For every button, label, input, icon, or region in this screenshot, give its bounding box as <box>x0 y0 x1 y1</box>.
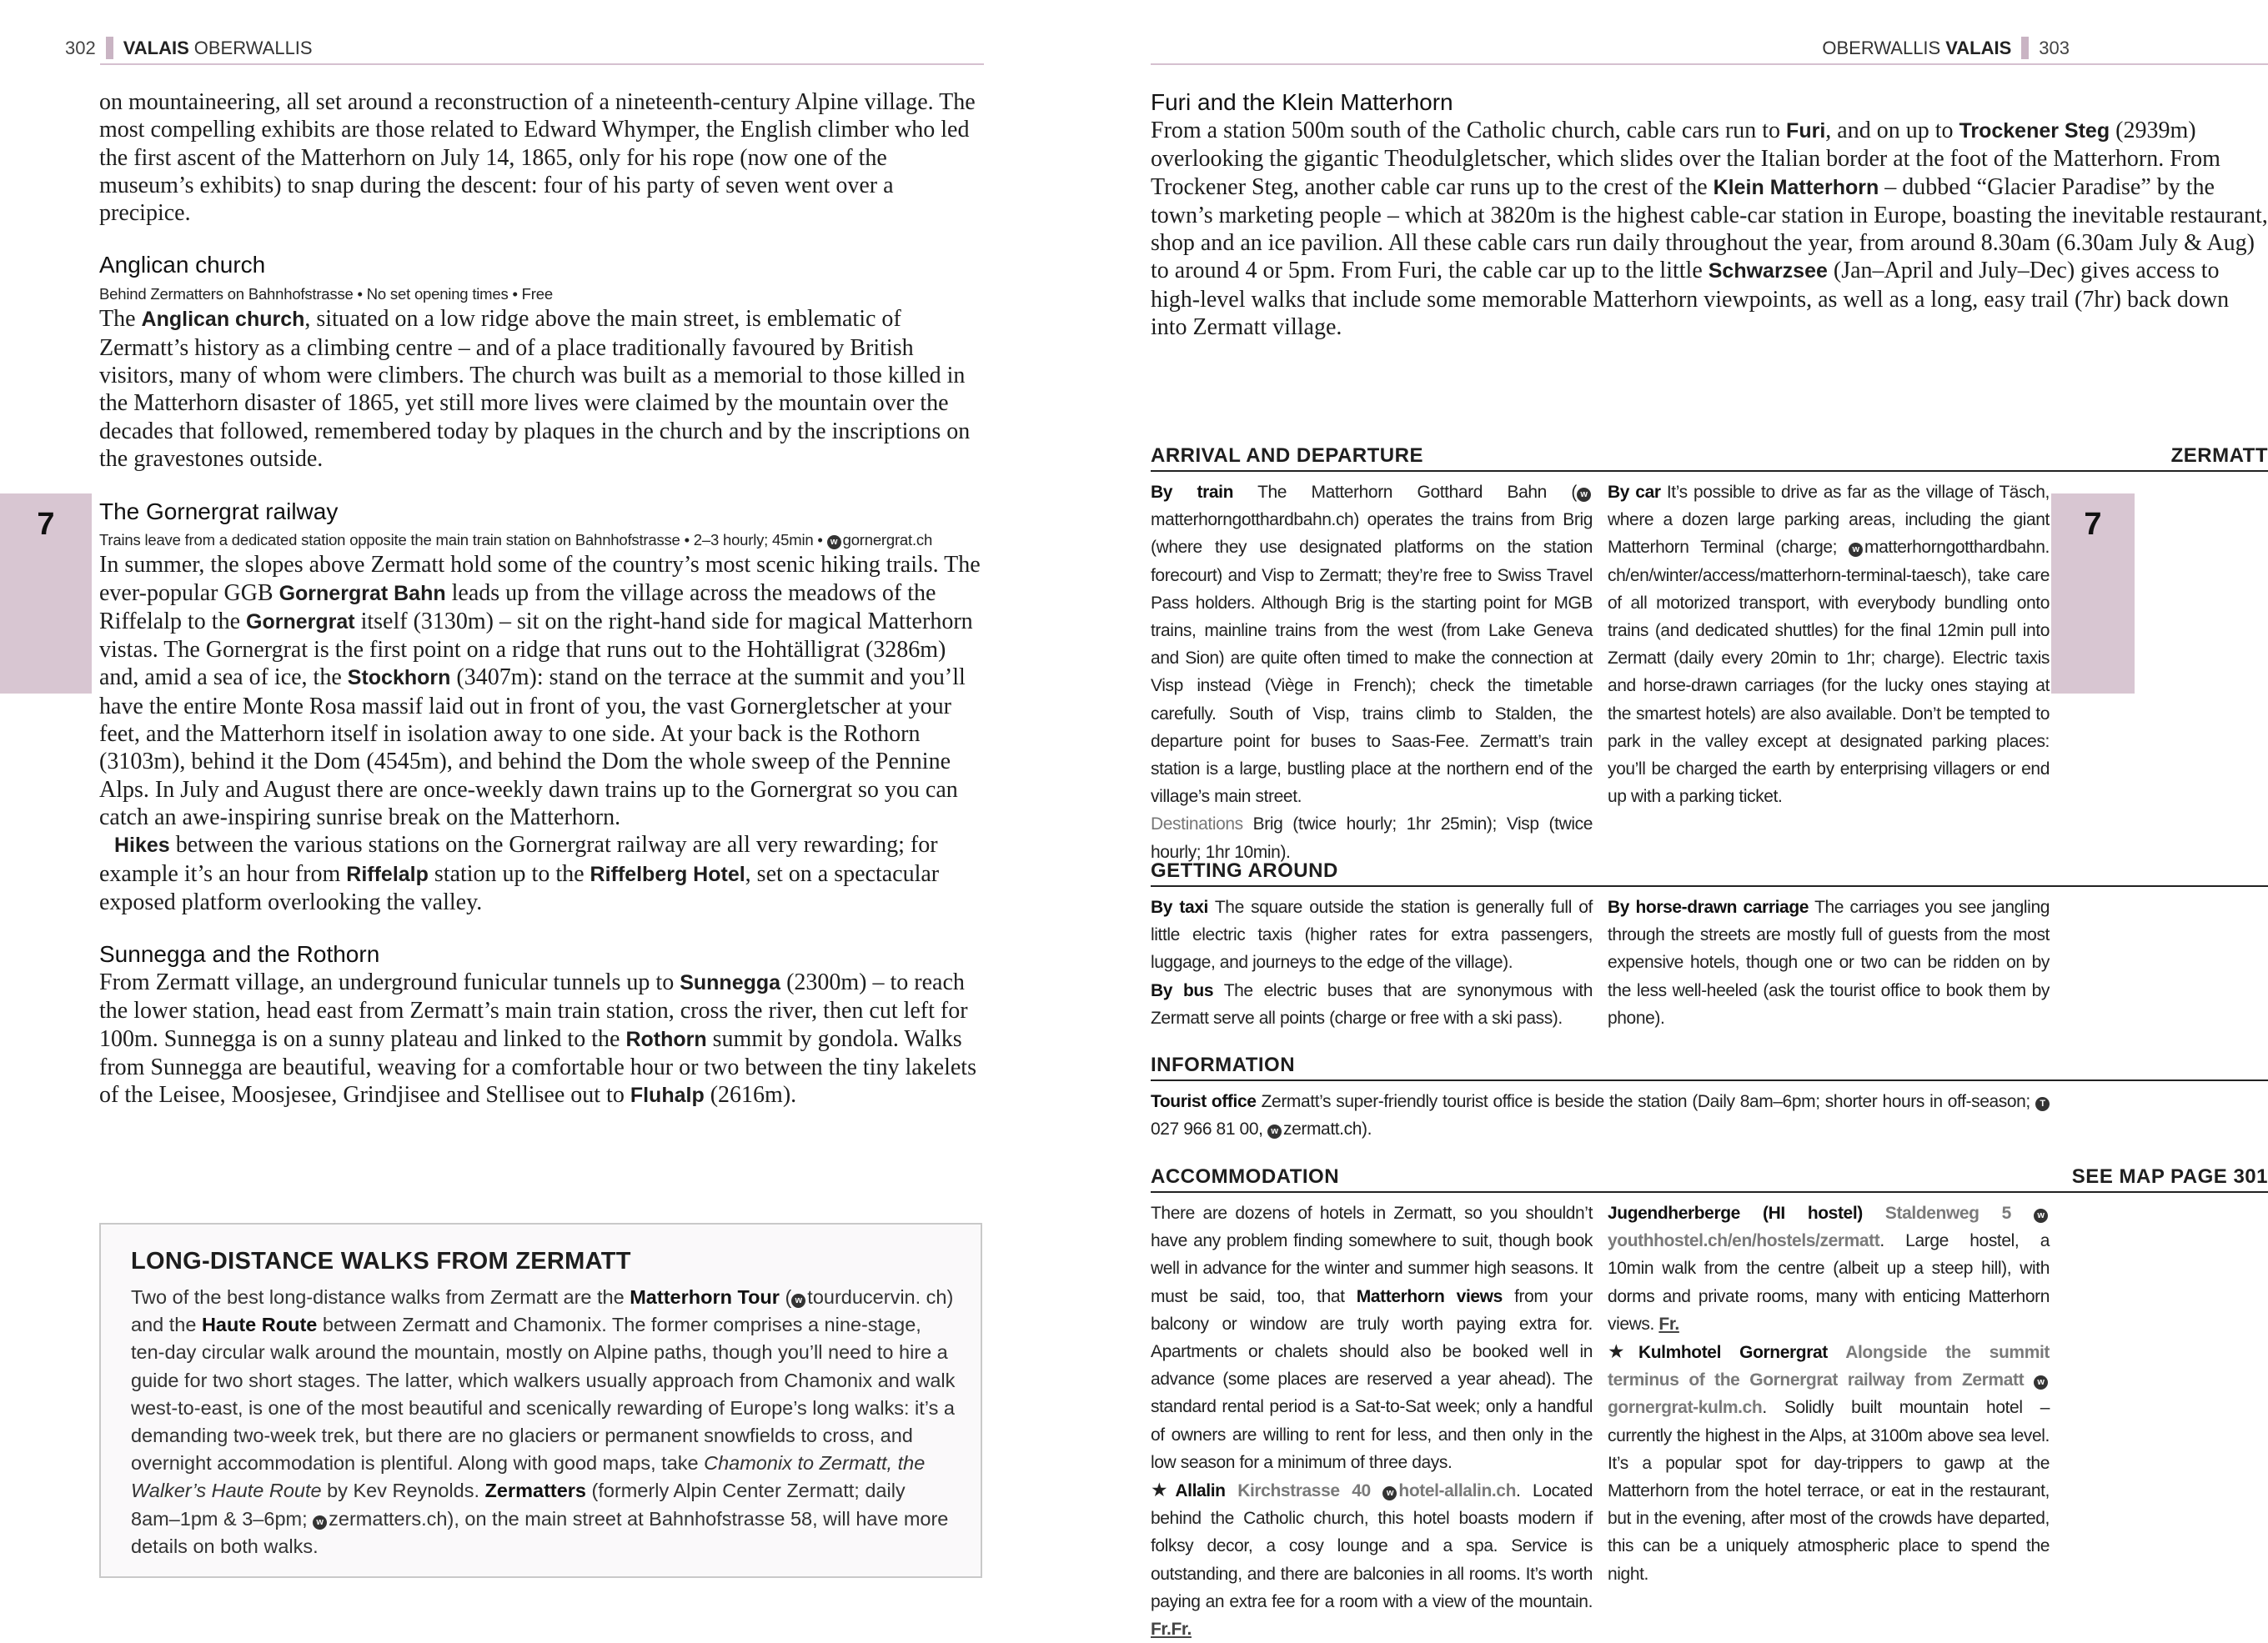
accommodation-col-1: There are dozens of hotels in Zermatt, so you shouldn’t have any problem finding somewhere to suit, though book well in advance for the winter and summer high seasons. It must be said, too, that Matterhorn views from your balcony or window are truly worth paying extra for. Apartments or chalets should also be booked well in advance (some places are reserved a year ahead). The standard rental period is a Sat-to-Sat week; only a handful of owners are willing to rent for less, and then only in the low season for a minimum of three days. ★Allalin Kirchstrasse 40 w hotel-allalin.ch. Located behind the Catholic church, this hotel boasts modern if folksy decor, a cosy lounge and a spa. Service is outstanding, and there are balconies in all rooms. It’s worth paying an extra fee for a room with a view of the mountain. Fr.Fr. <box>1151 1204 1593 1640</box>
web-icon: w <box>791 1294 805 1308</box>
star-icon: ★ <box>1608 1340 1638 1363</box>
sunnegga-paragraph: From Zermatt village, an underground funicular tunnels up to Sunnegga (2300m) – to reach the lower station, head east from Zermatt’s main train station, cross the river, then cut left for 100m. Sunnegga is on a sunny plateau and linked to the Rothorn summit by gondola. Walks from Sunnegga are beautiful, weaving for a comfortable hour or two between the tiny lakelets of the Leisee, Moosjesee, Grindjisee and Stellisee out to Fluhalp (2616m). <box>99 969 976 1109</box>
anglican-heading: Anglican church <box>99 252 266 278</box>
accommodation-header <box>1151 1165 2268 1193</box>
web-icon: w <box>2034 1375 2048 1390</box>
information-text: Tourist office Zermatt’s super-friendly tourist office is beside the station (Daily 8am–6pm; shorter hours in off-season; T027 966 81 00, w zermatt.ch). <box>1151 1088 2051 1143</box>
price-allalin: Fr.Fr. <box>1151 1620 1192 1640</box>
running-head-bar <box>2021 37 2029 59</box>
furi-section <box>1151 88 2268 341</box>
running-head-rule <box>1151 63 2268 65</box>
getting-around-header <box>1151 859 2268 887</box>
arrival-header <box>1151 444 2268 472</box>
left-column <box>99 88 985 1110</box>
box-paragraph: Two of the best long-distance walks from Zermatt are the Matterhorn Tour ( w tourducervin. ch) and the Haute Route between Zermatt and Chamonix. The former comprises a nine-stage, ten-day circular walk around the mountain, mostly on Alpine paths, though you’ll need to hire a guide for two short stages. The latter, which walkers usually approach from Chamonix and walk west-to-east, is one of the most beautiful and scenically rewarding of Europe’s long walks: it’s a demanding two-week trek, but there are no glaciers or permanent snowfields to cross, and overnight accommodation is plentiful. Along with good maps, take Chamonix to Zermatt, the Walker’s Haute Route by Kev Reynolds. Zermatters (formerly Alpin Center Zermatt; daily 8am–1pm & 3–6pm; w zermatters.ch), on the main street at Bahnhofstrasse 58, will have more details on both walks. <box>131 1286 956 1557</box>
running-head-rule <box>100 63 984 65</box>
see-map-link[interactable]: SEE MAP PAGE 301 <box>2071 1165 2268 1188</box>
chapter-tab <box>0 493 92 694</box>
running-head-left <box>65 37 313 59</box>
arrival-columns <box>1151 478 2268 866</box>
hikes-paragraph: Hikes between the various stations on the Gornergrat railway are all very rewarding; for example it’s an hour from Riffelalp station up to the Riffelberg Hotel, set on a spectacular exposed platform overlooking the valley. <box>99 832 940 915</box>
web-icon: w <box>2034 1209 2048 1223</box>
accommodation-columns <box>1151 1200 2268 1643</box>
arrival-col-1: By train The Matterhorn Gotthard Bahn ( wmatterhorngotthardbahn.ch) operates the trains from Brig (where they use designated platforms on the station forecourt) and Visp to Zermatt; they’re free to Swiss Travel Pass holders. Although Brig is the starting point for MGB trains, mainline trains from the west (from Lake Geneva and Sion) are quite often timed to make the connection at Visp instead (Viège in French); check the timetable carefully. South of Visp, trains climb to Stalden, the departure point for buses to Saas-Fee. Zermatt’s train station is a large, bustling place at the northern end of the village’s main street. Destinations Brig (twice hourly; 1hr 25min); Visp (twice hourly; 1hr 10min). <box>1151 483 1593 862</box>
web-icon: w <box>1267 1125 1282 1139</box>
web-icon: w <box>1577 488 1591 502</box>
anglican-meta: Behind Zermatters on Bahnhofstrasse • No set opening times • Free <box>99 285 553 303</box>
accommodation-col-2: Jugendherberge (HI hostel) Staldenweg 5 wyouthhostel.ch/en/hostels/zermatt. Large hostel, a 10min walk from the centre (albeit up a steep hill), with dorms and private rooms, many with enticing Matterhorn views. Fr. ★Kulmhotel Gornergrat Alongside the summit terminus of the Gornergrat railway from Zermatt wgornergrat-kulm.ch. Solidly built mountain hotel – currently the highest in the Alps, at 3100m above sea level. It’s a popular spot for day-trippers to gawp at the Matterhorn from the hotel terrace, or eat in the restaurant, but in the evening, after most of the crowds have departed, this can be a uniquely atmospheric place to spend the night. <box>1608 1204 2050 1584</box>
web-icon: w <box>313 1515 327 1530</box>
right-page <box>1067 0 2268 1640</box>
chapter-number: 7 <box>37 507 55 542</box>
getting-around-col-2: By horse-drawn carriage The carriages you see jangling through the streets are mostly full of guests from the most expensive hotels, though one or two can be ridden on by the less well-heeled (ask the tourist office to book them by phone). <box>1608 898 2050 1028</box>
getting-around-title: GETTING AROUND <box>1151 859 1338 882</box>
left-page <box>0 0 1067 1638</box>
destinations-label: Destinations <box>1151 814 1243 834</box>
gornergrat-paragraph: In summer, the slopes above Zermatt hold some of the country’s most scenic hiking trails. The ever-popular GGB Gornergrat Bahn leads up from the village across the meadows of the Riffelalp to the Gornergrat itself (3130m) – sit on the right-hand side for magical Matterhorn vistas. The Gornergrat is the first point on a ridge that runs out to the Hohtälligrat (3286m) and, amid a sea of ice, the Stockhorn (3407m): stand on the terrace at the summit and you’ll have the entire Monte Rosa massif laid out in front of you, the vast Gornergletscher at your feet, and the Matterhorn itself in isolation away to one side. At your back is the Rothorn (3103m), behind it the Dom (4545m), and behind the Dom the whole sweep of the Pennine Alps. In July and August there are once-weekly dawn trains up to the Gornergrat so you can catch an awe-inspiring sunrise break on the Matterhorn. <box>99 552 981 830</box>
getting-around-col-1: By taxi The square outside the station is generally full of little electric taxis (higher rates for extra passengers, luggage, and journeys to the edge of the village). By bus The electric buses that are synonymous with Zermatt serve all points (charge or free with a ski pass). <box>1151 898 1593 1028</box>
arrival-title: ARRIVAL AND DEPARTURE <box>1151 444 1423 467</box>
intro-paragraph: on mountaineering, all set around a reconstruction of a nineteenth-century Alpine village. The most compelling exhibits are those related to Edward Whymper, the English climber who led the first ascent of the Matterhorn on July 14, 1865, only for his rope (now one of the museum’s exhibits) to snap during the descent: four of his party of seven went over a precipice. <box>99 89 976 227</box>
chapter-number: 7 <box>2084 507 2102 542</box>
accommodation-title: ACCOMMODATION <box>1151 1165 1340 1188</box>
hostel-name: Jugendherberge (HI hostel) <box>1608 1204 1863 1223</box>
arrival-place: ZERMATT <box>2170 444 2268 467</box>
long-distance-walks-box <box>99 1223 982 1578</box>
running-head-right <box>1822 37 2070 59</box>
running-head-section: VALAIS <box>1945 37 2012 58</box>
hotel-allalin-name: Allalin <box>1175 1481 1226 1501</box>
box-title: LONG-DISTANCE WALKS FROM ZERMATT <box>131 1248 631 1275</box>
running-head-subsection: OBERWALLIS <box>193 37 313 58</box>
information-title: INFORMATION <box>1151 1054 1296 1076</box>
gornergrat-meta: Trains leave from a dedicated station opposite the main train station on Bahnhofstrasse • 2–3 hourly; 45min • w gornergrat.ch <box>99 531 933 549</box>
running-head-section: VALAIS <box>123 37 189 58</box>
information-header <box>1151 1054 2268 1081</box>
furi-heading: Furi and the Klein Matterhorn <box>1151 89 1453 115</box>
anglican-paragraph: The Anglican church, situated on a low ridge above the main street, is emblematic of Zermatt’s history as a climbing centre – and of a place traditionally favoured by British visitors, many of whom were climbers. The church was built as a memorial to those killed in the Matterhorn disaster of 1865, yet still more lives were claimed by the mountain over the decades that followed, remembered today by plaques in the church and by the inscriptions on the gravestones outside. <box>99 306 971 472</box>
phone-icon: T <box>2035 1097 2050 1111</box>
kulmhotel-name: Kulmhotel Gornergrat <box>1638 1343 1828 1363</box>
gornergrat-heading: The Gornergrat railway <box>99 498 339 525</box>
web-icon: w <box>827 535 841 549</box>
furi-paragraph: From a station 500m south of the Catholic church, cable cars run to Furi, and on up to Trockener Steg (2939m) overlooking the gigantic Theodulgletscher, which slides over the Italian border at the foot of the Matterhorn. From Trockener Steg, another cable car runs up to the crest of the Klein Matterhorn – dubbed “Glacier Paradise” by the town’s marketing people – which at 3820m is the highest cable-car station in Europe, boasting the inevitable restaurant, shop and an ice pavilion. All these cable cars run daily throughout the year, from around 8.30am (6.30am July & Aug) to around 4 or 5pm. From Furi, the cable car up to the little Schwarzsee (Jan–April and July–Dec) gives access to high-level walks that include some memorable Matterhorn viewpoints, as well as a long, easy trail (7hr) back down into Zermatt village. <box>1151 118 2268 341</box>
arrival-col-2: By car It’s possible to drive as far as the village of Täsch, where a dozen large parking areas, including the giant Matterhorn Terminal (charge; w matterhorngotthardbahn. ch/en/winter/access/matterhorn-terminal-taesch), take care of all motorized transport, with everybody bundling onto trains (and dedicated shuttles) for the final 12min pull into Zermatt (daily every 20min to 1hr; charge). Electric taxis and horse-drawn carriages (for the lucky ones staying at the smartest hotels) are also available. Don’t be tempted to park in the valley except at designated parking places: you’ll be charged the earth by enterprising villagers or end up with a parking ticket. <box>1608 483 2050 807</box>
running-head-bar <box>106 37 113 59</box>
web-icon: w <box>1382 1486 1397 1500</box>
web-icon: w <box>1849 543 1863 557</box>
star-icon: ★ <box>1151 1479 1176 1501</box>
sunnegga-heading: Sunnegga and the Rothorn <box>99 941 380 968</box>
page-number: 303 <box>2039 37 2070 58</box>
getting-around-columns <box>1151 894 2268 1032</box>
price-hostel: Fr. <box>1658 1314 1679 1334</box>
running-head-subsection: OBERWALLIS <box>1822 37 1941 58</box>
page-number: 302 <box>65 37 96 58</box>
information-body <box>1151 1088 2268 1143</box>
